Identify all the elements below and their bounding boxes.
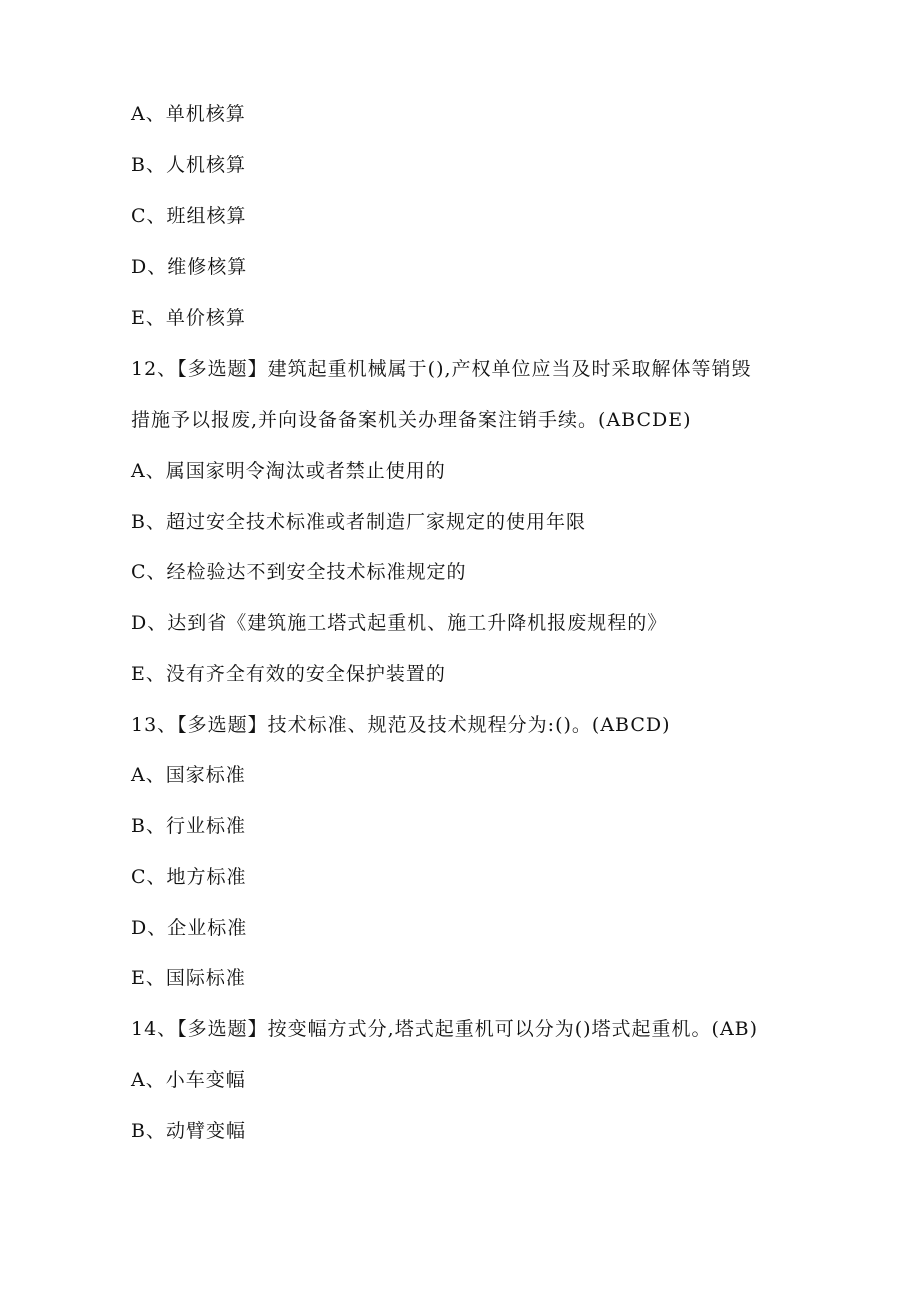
- q13-option-d: D、企业标准: [131, 917, 248, 939]
- q14-option-a: A、小车变幅: [131, 1069, 246, 1091]
- q12-option-a: A、属国家明令淘汰或者禁止使用的: [131, 460, 446, 482]
- q12-option-c: C、经检验达不到安全技术标准规定的: [131, 561, 467, 583]
- q11-option-e: E、单价核算: [131, 307, 246, 329]
- q12-option-e: E、没有齐全有效的安全保护装置的: [131, 663, 446, 685]
- q12-question-line-2: 措施予以报废,并向设备备案机关办理备案注销手续。(ABCDE): [131, 409, 692, 431]
- q11-option-c: C、班组核算: [131, 205, 247, 227]
- q13-option-b: B、行业标准: [131, 815, 246, 837]
- q11-option-b: B、人机核算: [131, 154, 246, 176]
- q12-option-d: D、达到省《建筑施工塔式起重机、施工升降机报废规程的》: [131, 612, 668, 634]
- q12-option-b: B、超过安全技术标准或者制造厂家规定的使用年限: [131, 511, 586, 533]
- q13-option-c: C、地方标准: [131, 866, 247, 888]
- q11-option-a: A、单机核算: [131, 103, 246, 125]
- q13-option-a: A、国家标准: [131, 764, 246, 786]
- q13-option-e: E、国际标准: [131, 967, 246, 989]
- q13-question-line-1: 13、【多选题】技术标准、规范及技术规程分为:()。(ABCD): [131, 714, 671, 736]
- q14-option-b: B、动臂变幅: [131, 1120, 246, 1142]
- q11-option-d: D、维修核算: [131, 256, 248, 278]
- q12-question-line-1: 12、【多选题】建筑起重机械属于(),产权单位应当及时采取解体等销毁: [131, 358, 752, 380]
- q14-question-line-1: 14、【多选题】按变幅方式分,塔式起重机可以分为()塔式起重机。(AB): [131, 1018, 759, 1040]
